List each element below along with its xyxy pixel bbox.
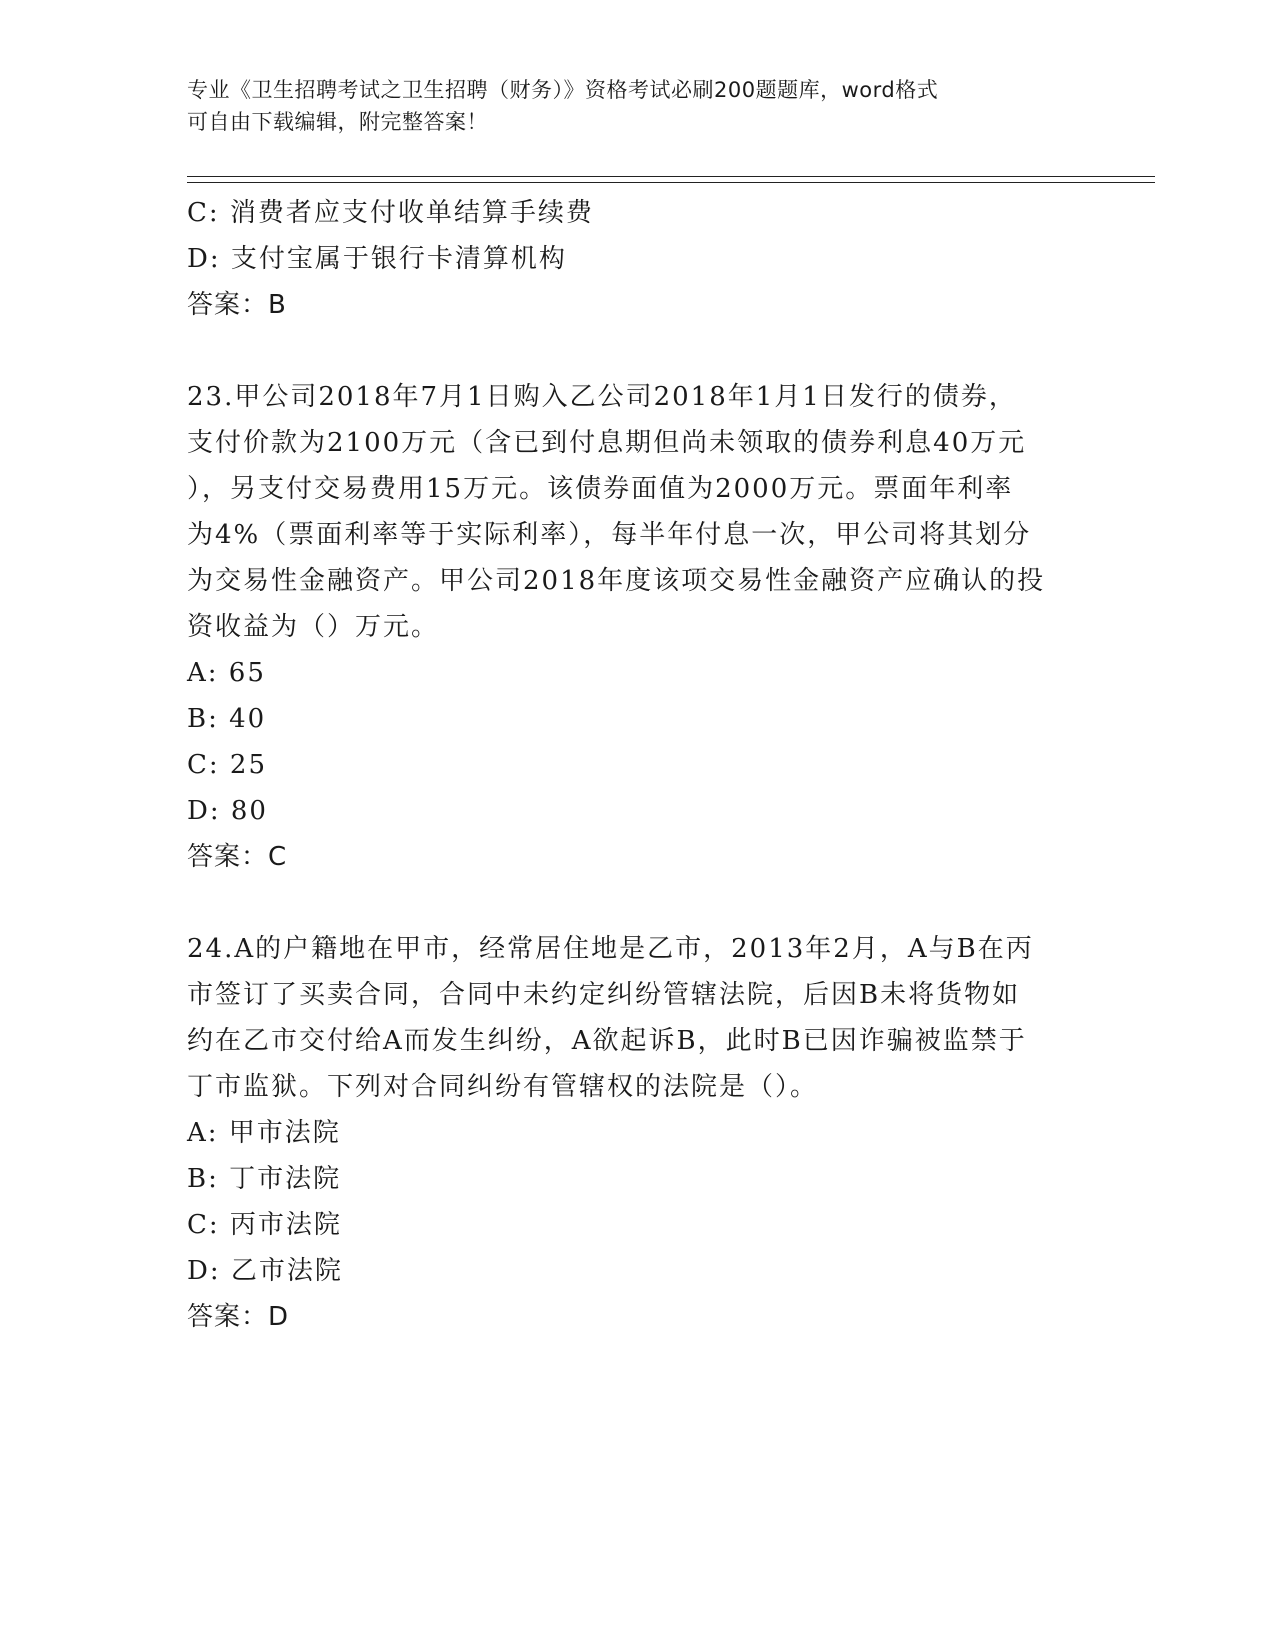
- question-text-line: 23.甲公司2018年7月1日购入乙公司2018年1月1日发行的债券，: [187, 382, 1017, 412]
- question-block-22: [187, 190, 1077, 328]
- question-text-line: 24.A的户籍地在甲市，经常居住地是乙市，2013年2月，A与B在丙: [187, 934, 1034, 964]
- question-text-line: 支付价款为2100万元（含已到付息期但尚未领取的债券利息40万元: [187, 428, 1027, 458]
- header-rule-top: [187, 176, 1155, 177]
- question-text-line: 市签订了买卖合同，合同中未约定纠纷管辖法院，后因B未将货物如: [187, 980, 1021, 1010]
- option-c: C: 25: [187, 750, 268, 780]
- header-line-1: 专业《卫生招聘考试之卫生招聘（财务）》资格考试必刷200题题库，word格式: [187, 78, 939, 102]
- answer-line: 答案：C: [187, 842, 288, 872]
- option-c: C: 丙市法院: [187, 1210, 342, 1240]
- document-header: [187, 74, 1067, 138]
- document-body: [187, 190, 1077, 1340]
- spacer: [187, 328, 1077, 374]
- option-b: B: 丁市法院: [187, 1164, 342, 1194]
- header-line-2: 可自由下载编辑，附完整答案！: [187, 110, 488, 134]
- option-c: C: 消费者应支付收单结算手续费: [187, 198, 594, 228]
- answer-line: 答案：B: [187, 290, 287, 320]
- option-a: A: 65: [187, 658, 266, 688]
- option-d: D: 80: [187, 796, 268, 826]
- spacer: [187, 880, 1077, 926]
- question-text-line: 为交易性金融资产。甲公司2018年度该项交易性金融资产应确认的投: [187, 566, 1046, 596]
- answer-line: 答案：D: [187, 1302, 290, 1332]
- question-block-23: [187, 374, 1077, 880]
- question-text-line: ），另支付交易费用15万元。该债券面值为2000万元。票面年利率: [187, 474, 1014, 504]
- question-text-line: 资收益为（）万元。: [187, 612, 440, 642]
- option-d: D: 支付宝属于银行卡清算机构: [187, 244, 567, 274]
- option-a: A: 甲市法院: [187, 1118, 341, 1148]
- question-text-line: 为4%（票面利率等于实际利率），每半年付息一次，甲公司将其划分: [187, 520, 1032, 550]
- question-text-line: 丁市监狱。下列对合同纠纷有管辖权的法院是（）。: [187, 1072, 819, 1102]
- option-b: B: 40: [187, 704, 267, 734]
- option-d: D: 乙市法院: [187, 1256, 343, 1286]
- question-text-line: 约在乙市交付给A而发生纠纷，A欲起诉B，此时B已因诈骗被监禁于: [187, 1026, 1027, 1056]
- header-rule-bottom: [187, 182, 1155, 183]
- question-block-24: [187, 926, 1077, 1340]
